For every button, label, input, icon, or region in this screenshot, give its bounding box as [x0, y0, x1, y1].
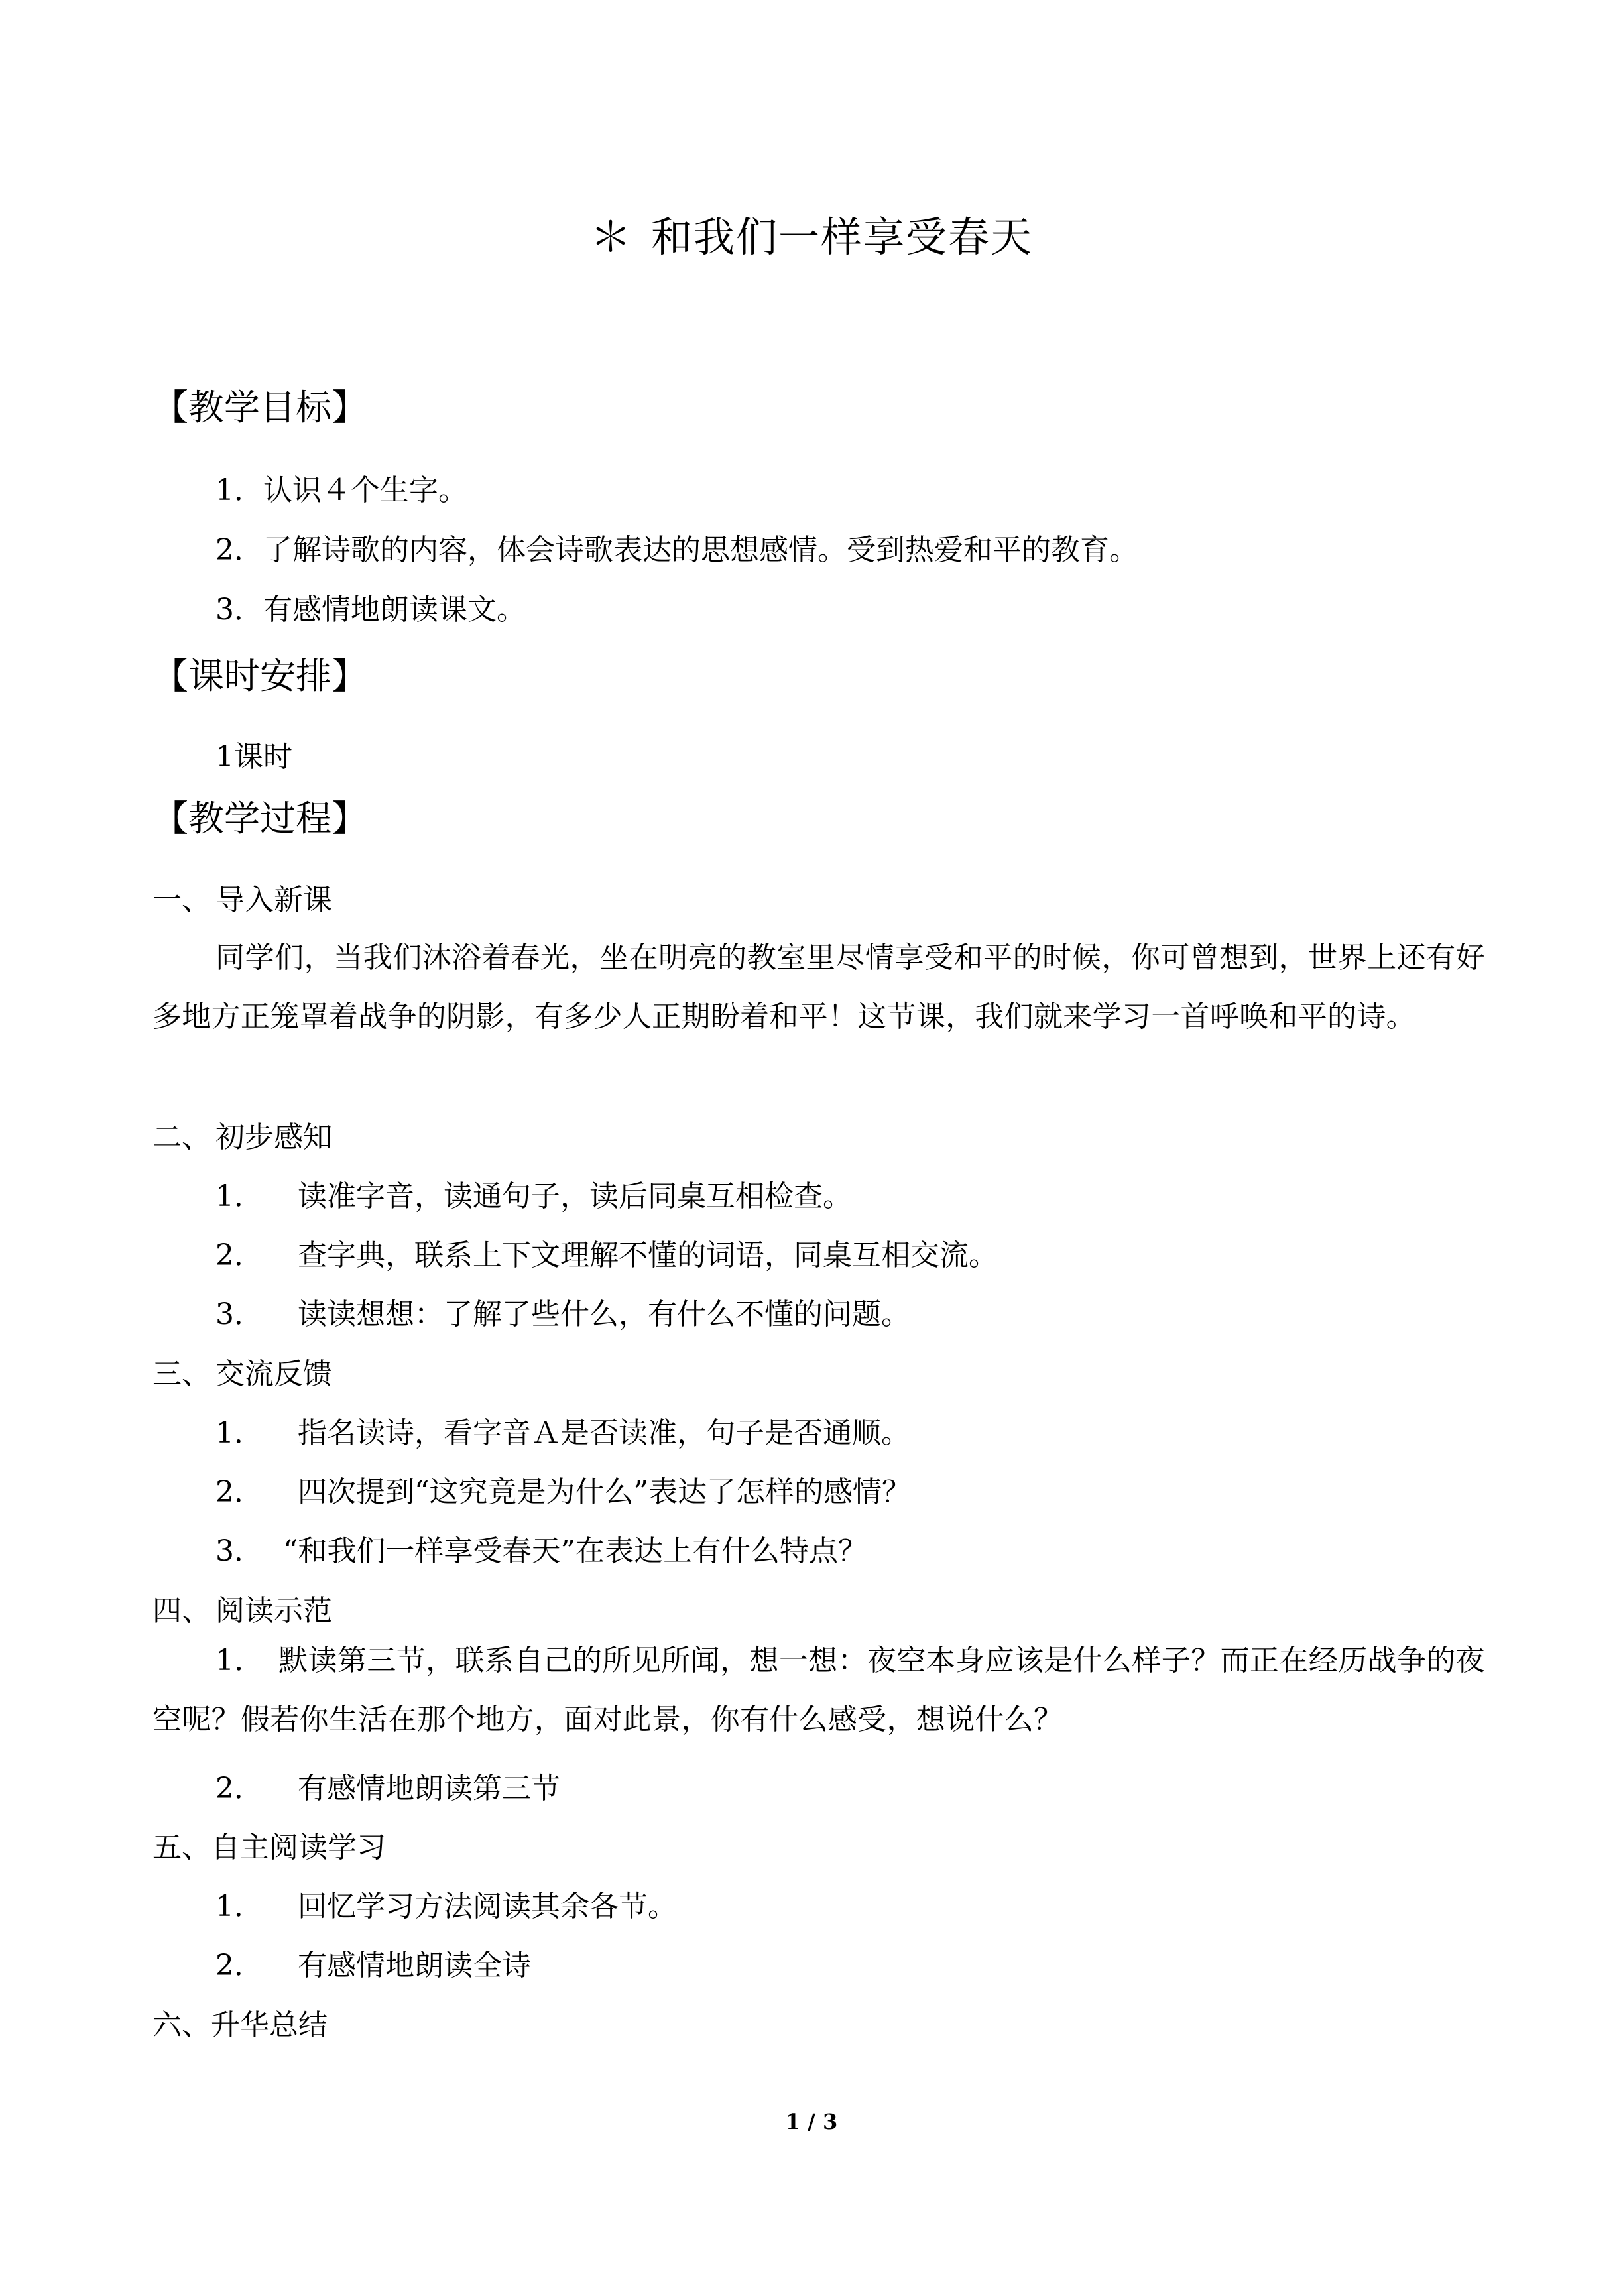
item-text: “和我们一样享受春天”在表达上有什么特点？ — [283, 1534, 867, 1568]
item-number: 1． — [215, 1416, 263, 1450]
section-2-heading — [152, 1118, 332, 1158]
title-asterisk: ＊ — [589, 213, 632, 261]
list-item — [215, 1887, 677, 1927]
section-number: 三、 — [152, 1357, 211, 1391]
list-item — [215, 1295, 910, 1335]
item-text: 有感情地朗读全诗 — [298, 1949, 531, 1982]
section-5-heading: 五、自主阅读学习 — [152, 1831, 386, 1864]
item-number: 2． — [215, 1475, 263, 1509]
item-text: 回忆学习方法阅读其余各节。 — [298, 1890, 677, 1923]
section-title: 交流反馈 — [215, 1357, 332, 1391]
objective-item-1: 1．认识４个生字。 — [215, 473, 467, 507]
process-heading: 【教学过程】 — [152, 798, 367, 839]
section-number: 四、 — [152, 1594, 211, 1628]
item-number: 1． — [215, 1890, 263, 1923]
list-item — [215, 1414, 910, 1453]
section-4-heading — [152, 1591, 332, 1631]
schedule-heading: 【课时安排】 — [152, 655, 367, 697]
objective-item-3: 3．有感情地朗读课文。 — [215, 593, 526, 627]
section-4-paragraph: 1． 默读第三节，联系自己的所见所闻，想一想：夜空本身应该是什么样子？而正在经历战争的夜空呢？假若你生活在那个地方，面对此景，你有什么感受，想说什么？ — [152, 1644, 1485, 1736]
objectives-heading: 【教学目标】 — [152, 387, 367, 428]
section-1-paragraph: 同学们，当我们沐浴着春光，坐在明亮的教室里尽情享受和平的时候，你可曾想到，世界上还有好多地方正笼罩着战争的阴影，有多少人正期盼着和平！这节课，我们就来学习一首呼唤和平的诗。 — [152, 941, 1485, 1034]
section-title: 阅读示范 — [215, 1594, 332, 1628]
page-title — [0, 211, 1623, 264]
item-number: 2． — [215, 1239, 263, 1272]
list-item — [215, 1946, 531, 1986]
item-text: 有感情地朗读第三节 — [298, 1772, 560, 1805]
objective-item-2: 2．了解诗歌的内容，体会诗歌表达的思想感情。受到热爱和平的教育。 — [215, 533, 1138, 567]
item-number: 2． — [215, 1772, 263, 1805]
list-item — [215, 1769, 560, 1809]
list-item — [215, 1473, 911, 1512]
list-item — [215, 1532, 867, 1571]
list-item — [215, 1236, 998, 1276]
section-3-heading — [152, 1355, 332, 1394]
section-number: 一、 — [152, 883, 211, 917]
section-title: 导入新课 — [215, 883, 332, 917]
item-number: 2． — [215, 1949, 263, 1982]
list-item — [215, 1177, 852, 1217]
section-number: 二、 — [152, 1120, 211, 1154]
section-6-heading: 六、升华总结 — [152, 2008, 328, 2042]
item-text: 四次提到“这究竟是为什么”表达了怎样的感情？ — [298, 1475, 911, 1509]
schedule-text: 1课时 — [215, 740, 292, 774]
section-title: 初步感知 — [215, 1120, 332, 1154]
item-text: 读准字音，读通句子，读后同桌互相检查。 — [298, 1179, 852, 1213]
item-text: 查字典，联系上下文理解不懂的词语，同桌互相交流。 — [298, 1239, 998, 1272]
item-number: 3． — [215, 1298, 263, 1331]
item-text: 读读想想：了解了些什么，有什么不懂的问题。 — [298, 1298, 910, 1331]
item-number: 1． — [215, 1179, 263, 1213]
item-number: 3． — [215, 1534, 263, 1568]
title-text: 和我们一样享受春天 — [651, 213, 1034, 261]
section-1-heading — [152, 880, 332, 920]
item-text: 指名读诗，看字音Ａ是否读准，句子是否通顺。 — [298, 1416, 910, 1450]
page-number: 1 / 3 — [785, 2109, 838, 2134]
